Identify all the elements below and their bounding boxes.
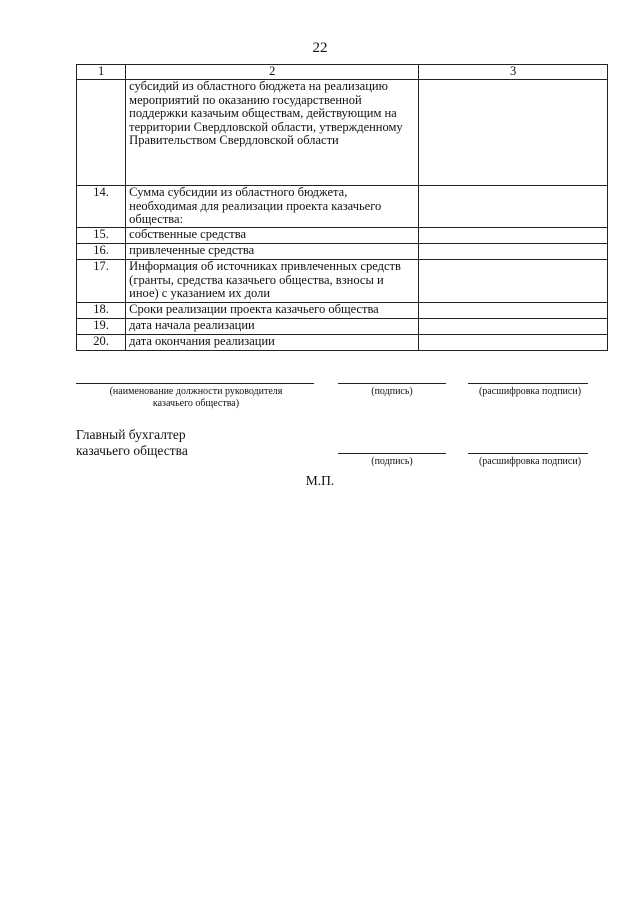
column-header-2: 2: [126, 65, 419, 80]
decoding-caption: (расшифровка подписи): [478, 386, 582, 397]
column-header-3: 3: [419, 65, 608, 80]
accountant-decoding-line: [468, 453, 588, 454]
table-row: [77, 186, 608, 228]
table-row: [77, 228, 608, 244]
row-description: Сумма субсидии из областного бюджета, необходимая для реализации проекта казачьего общества:: [126, 186, 419, 228]
row-number: 19.: [77, 319, 126, 335]
table-row: [77, 319, 608, 335]
head-position-line: [76, 383, 314, 384]
table-row: [77, 303, 608, 319]
row-value-cell[interactable]: [419, 228, 608, 244]
accountant-signature-line: [338, 453, 446, 454]
column-header-1: 1: [77, 65, 126, 80]
row-number: 20.: [77, 335, 126, 351]
table-row: [77, 335, 608, 351]
row-value-cell[interactable]: [419, 186, 608, 228]
row-number: 16.: [77, 244, 126, 260]
row-description: субсидий из областного бюджета на реализацию мероприятий по оказанию государственной поддержки казачьим обществам, действующим на территории Свердловской области, утвержденному Правительством Свердловской области: [126, 80, 419, 186]
row-number: 14.: [77, 186, 126, 228]
row-description: дата начала реализации: [126, 319, 419, 335]
row-number: 15.: [77, 228, 126, 244]
stamp-place: М.П.: [305, 473, 335, 488]
table-row: [77, 244, 608, 260]
row-value-cell[interactable]: [419, 319, 608, 335]
row-description: Сроки реализации проекта казачьего общества: [126, 303, 419, 319]
signature-caption: (подпись): [371, 386, 413, 397]
application-table: [76, 64, 608, 351]
accountant-signature-caption: (подпись): [371, 456, 413, 467]
row-description: привлеченные средства: [126, 244, 419, 260]
table-row: [77, 80, 608, 186]
table-header-row: [77, 65, 608, 80]
page-number: 22: [312, 40, 328, 56]
row-number: [77, 80, 126, 186]
accountant-title: Главный бухгалтер казачьего общества: [76, 427, 188, 458]
row-value-cell[interactable]: [419, 303, 608, 319]
row-value-cell[interactable]: [419, 260, 608, 303]
row-number: 17.: [77, 260, 126, 303]
table-row: [77, 260, 608, 303]
row-description: дата окончания реализации: [126, 335, 419, 351]
row-value-cell[interactable]: [419, 244, 608, 260]
head-position-caption: (наименование должности руководителя казачьего общества): [109, 386, 283, 409]
row-description: Информация об источниках привлеченных средств (гранты, средства казачьего общества, взносы и иное) с указанием их доли: [126, 260, 419, 303]
decoding-line: [468, 383, 588, 384]
signature-line: [338, 383, 446, 384]
accountant-decoding-caption: (расшифровка подписи): [478, 456, 582, 467]
row-value-cell[interactable]: [419, 80, 608, 186]
row-description: собственные средства: [126, 228, 419, 244]
row-value-cell[interactable]: [419, 335, 608, 351]
row-number: 18.: [77, 303, 126, 319]
